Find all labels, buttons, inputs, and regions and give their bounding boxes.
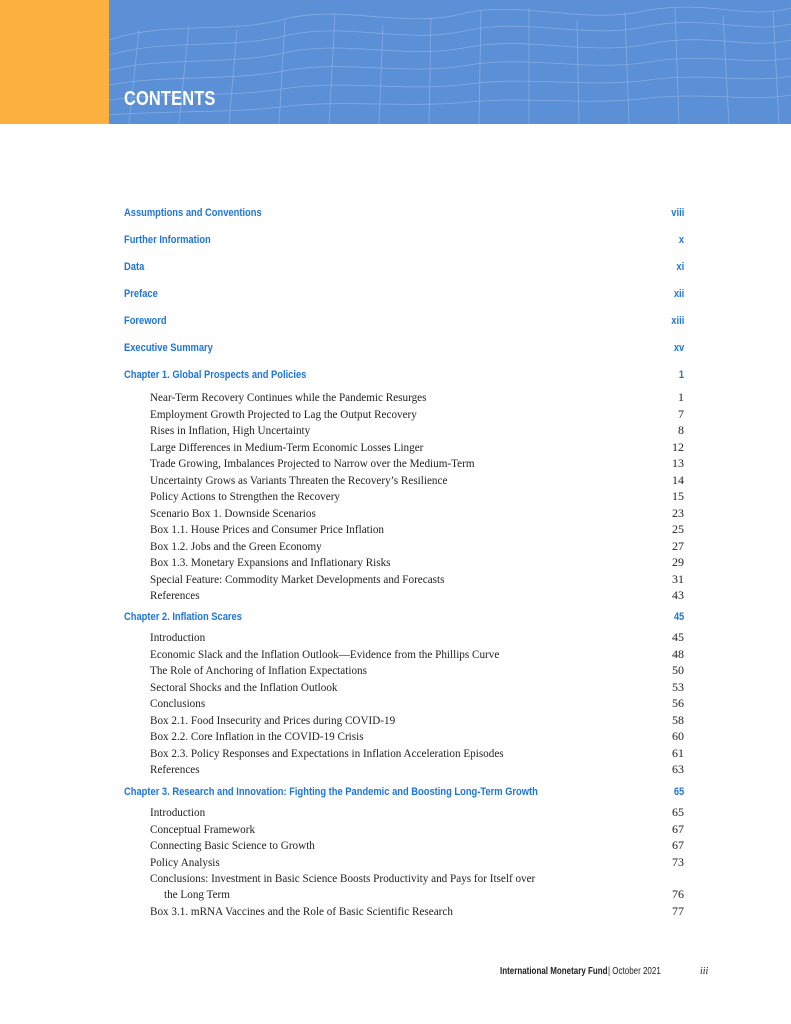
- toc-entry-page: 31: [672, 571, 684, 586]
- toc-entry[interactable]: [124, 473, 684, 489]
- toc-entry[interactable]: [124, 489, 684, 505]
- toc-entry[interactable]: [124, 746, 684, 762]
- toc-entry-page: 15: [672, 489, 684, 503]
- chapter-title: Chapter 3. Research and Innovation: Fighting the Pandemic and Boosting Long-Term Growth: [124, 786, 538, 798]
- toc-entry-page: 8: [678, 423, 684, 437]
- toc-entry[interactable]: [124, 539, 684, 555]
- toc-entry-label: Conceptual Framework: [150, 821, 256, 836]
- toc-entry-label: Introduction: [150, 630, 206, 644]
- toc-entry-page: 1: [678, 390, 684, 404]
- toc-entry-page: 14: [672, 472, 684, 487]
- toc-entry-label: Further Information: [124, 234, 211, 246]
- page-footer: [500, 966, 710, 977]
- toc-entry-conclusions-line1[interactable]: [124, 871, 684, 887]
- toc-entry[interactable]: [124, 572, 684, 588]
- toc-entry-page: 12: [672, 439, 684, 454]
- toc-entry-label: Foreword: [124, 315, 167, 327]
- footer-date: | October 2021: [608, 966, 661, 977]
- toc-entry[interactable]: [124, 838, 684, 854]
- toc-entry-page: 27: [672, 538, 684, 553]
- toc-entry-page: 13: [672, 456, 684, 470]
- toc-entry-page: 65: [672, 805, 684, 819]
- toc-entry-label: Conclusions: Investment in Basic Science Boosts Productivity and Pays for Itself over: [150, 871, 536, 885]
- toc-entry-data[interactable]: [124, 261, 684, 277]
- toc-entry[interactable]: [124, 805, 684, 821]
- toc-entry-further-information[interactable]: [124, 234, 684, 250]
- chapter-title: Chapter 1. Global Prospects and Policies: [124, 369, 307, 381]
- toc-entry-label: References: [150, 762, 200, 776]
- toc-entry-page: 73: [672, 854, 684, 869]
- toc-entry-page: 25: [672, 522, 684, 536]
- toc-entry-label: the Long Term: [164, 887, 230, 901]
- toc-entry-label: The Role of Anchoring of Inflation Expectations: [150, 663, 367, 677]
- toc-entry[interactable]: [124, 522, 684, 538]
- toc-entry-label: Uncertainty Grows as Variants Threaten the Recovery’s Resilience: [150, 472, 448, 487]
- toc-entry[interactable]: [124, 440, 684, 456]
- toc-entry-page: xiii: [670, 315, 684, 327]
- toc-entry[interactable]: [124, 663, 684, 679]
- toc-entry-page: xv: [673, 342, 684, 354]
- orange-corner-block: [0, 0, 109, 124]
- toc-entry-page: 48: [672, 646, 684, 661]
- toc-entry-label: Box 3.1. mRNA Vaccines and the Role of Basic Scientific Research: [150, 904, 453, 918]
- toc-entry[interactable]: [124, 555, 684, 571]
- toc-entry-box-3-1[interactable]: [124, 904, 684, 920]
- toc-entry-label: Trade Growing, Imbalances Projected to Narrow over the Medium-Term: [150, 456, 475, 470]
- toc-entry-label: Box 2.2. Core Inflation in the COVID-19 Crisis: [150, 729, 364, 743]
- toc-entry-page: 23: [672, 505, 684, 520]
- toc-entry-page: 7: [678, 406, 684, 421]
- footer-page-number: iii: [700, 966, 709, 977]
- toc-entry-label: Box 1.3. Monetary Expansions and Inflationary Risks: [150, 555, 391, 569]
- toc-entry[interactable]: [124, 680, 684, 696]
- toc-entry-label: Special Feature: Commodity Market Developments and Forecasts: [150, 571, 445, 586]
- toc-chapter-3[interactable]: [124, 786, 684, 802]
- toc-entry-label: Preface: [124, 288, 158, 300]
- toc-entry-page: 58: [672, 712, 684, 727]
- chapter-title: Chapter 2. Inflation Scares: [124, 611, 242, 623]
- toc-entry-page: 63: [672, 762, 684, 776]
- toc-entry-foreword[interactable]: [124, 315, 684, 331]
- toc-entry[interactable]: [124, 696, 684, 712]
- toc-entry-label: Box 1.1. House Prices and Consumer Price Inflation: [150, 522, 385, 536]
- toc-entry-page: 53: [672, 679, 684, 694]
- toc-entry[interactable]: [124, 423, 684, 439]
- toc-entry-label: Box 2.1. Food Insecurity and Prices during COVID-19: [150, 712, 396, 727]
- toc-entry-conclusions-line2[interactable]: [124, 887, 684, 903]
- toc-entry[interactable]: [124, 390, 684, 406]
- footer-organization: International Monetary Fund: [500, 966, 608, 977]
- toc-entry-page: 29: [672, 555, 684, 569]
- toc-entry-label: Box 2.3. Policy Responses and Expectations in Inflation Acceleration Episodes: [150, 745, 504, 760]
- toc-entry-label: Policy Analysis: [150, 854, 220, 869]
- toc-entry-label: Scenario Box 1. Downside Scenarios: [150, 505, 316, 520]
- toc-entry[interactable]: [124, 630, 684, 646]
- toc-entry[interactable]: [124, 588, 684, 604]
- toc-entry-assumptions[interactable]: [124, 207, 684, 223]
- toc-entry-label: Economic Slack and the Inflation Outlook—Evidence from the Phillips Curve: [150, 646, 500, 661]
- toc-entry-label: Box 1.2. Jobs and the Green Economy: [150, 538, 322, 553]
- toc-entry[interactable]: [124, 855, 684, 871]
- toc-entry-label: Introduction: [150, 805, 206, 819]
- toc-entry[interactable]: [124, 506, 684, 522]
- toc-entry-label: Assumptions and Conventions: [124, 207, 262, 219]
- toc-entry-page: 61: [672, 745, 684, 760]
- toc-entry[interactable]: [124, 822, 684, 838]
- toc-entry-label: Near-Term Recovery Continues while the Pandemic Resurges: [150, 390, 427, 404]
- toc-entry-page: xii: [673, 288, 684, 300]
- toc-chapter-2[interactable]: [124, 611, 684, 627]
- toc-entry[interactable]: [124, 456, 684, 472]
- toc-entry-page: viii: [670, 207, 684, 219]
- chapter-page: 65: [673, 786, 684, 798]
- toc-entry-page: 43: [672, 588, 684, 602]
- toc-entry[interactable]: [124, 729, 684, 745]
- toc-entry-page: 67: [672, 821, 684, 836]
- toc-entry-page: 45: [672, 630, 684, 644]
- toc-entry-page: x: [678, 234, 684, 246]
- toc-entry-executive-summary[interactable]: [124, 342, 684, 358]
- chapter-page: 45: [673, 611, 684, 623]
- toc-chapter-1[interactable]: [124, 369, 684, 385]
- toc-entry[interactable]: [124, 647, 684, 663]
- toc-entry-page: xi: [676, 261, 684, 273]
- toc-entry-page: 50: [672, 663, 684, 677]
- toc-entry-label: References: [150, 588, 200, 602]
- toc-entry-label: Executive Summary: [124, 342, 213, 354]
- toc-entry-label: Data: [124, 261, 145, 273]
- toc-entry[interactable]: [124, 713, 684, 729]
- toc-entry-label: Employment Growth Projected to Lag the Output Recovery: [150, 406, 417, 421]
- chapter-page: 1: [678, 369, 684, 381]
- toc-entry-page: 56: [672, 696, 684, 710]
- toc-entry-label: Policy Actions to Strengthen the Recovery: [150, 489, 341, 503]
- toc-entry-label: Conclusions: [150, 696, 206, 710]
- toc-entry-preface[interactable]: [124, 288, 684, 304]
- toc-entry-label: Sectoral Shocks and the Inflation Outlook: [150, 679, 338, 694]
- toc-entry-label: Connecting Basic Science to Growth: [150, 838, 315, 852]
- toc-entry-label: Large Differences in Medium-Term Economic Losses Linger: [150, 439, 424, 454]
- toc-entry[interactable]: [124, 407, 684, 423]
- toc-entry-page: 67: [672, 838, 684, 852]
- toc-entry-page: 76: [672, 887, 684, 901]
- toc-entry-label: Rises in Inflation, High Uncertainty: [150, 423, 311, 437]
- toc-entry-page: 60: [672, 729, 684, 743]
- toc-entry-page: 77: [672, 904, 684, 918]
- page-title: CONTENTS: [124, 88, 216, 110]
- toc-entry[interactable]: [124, 762, 684, 778]
